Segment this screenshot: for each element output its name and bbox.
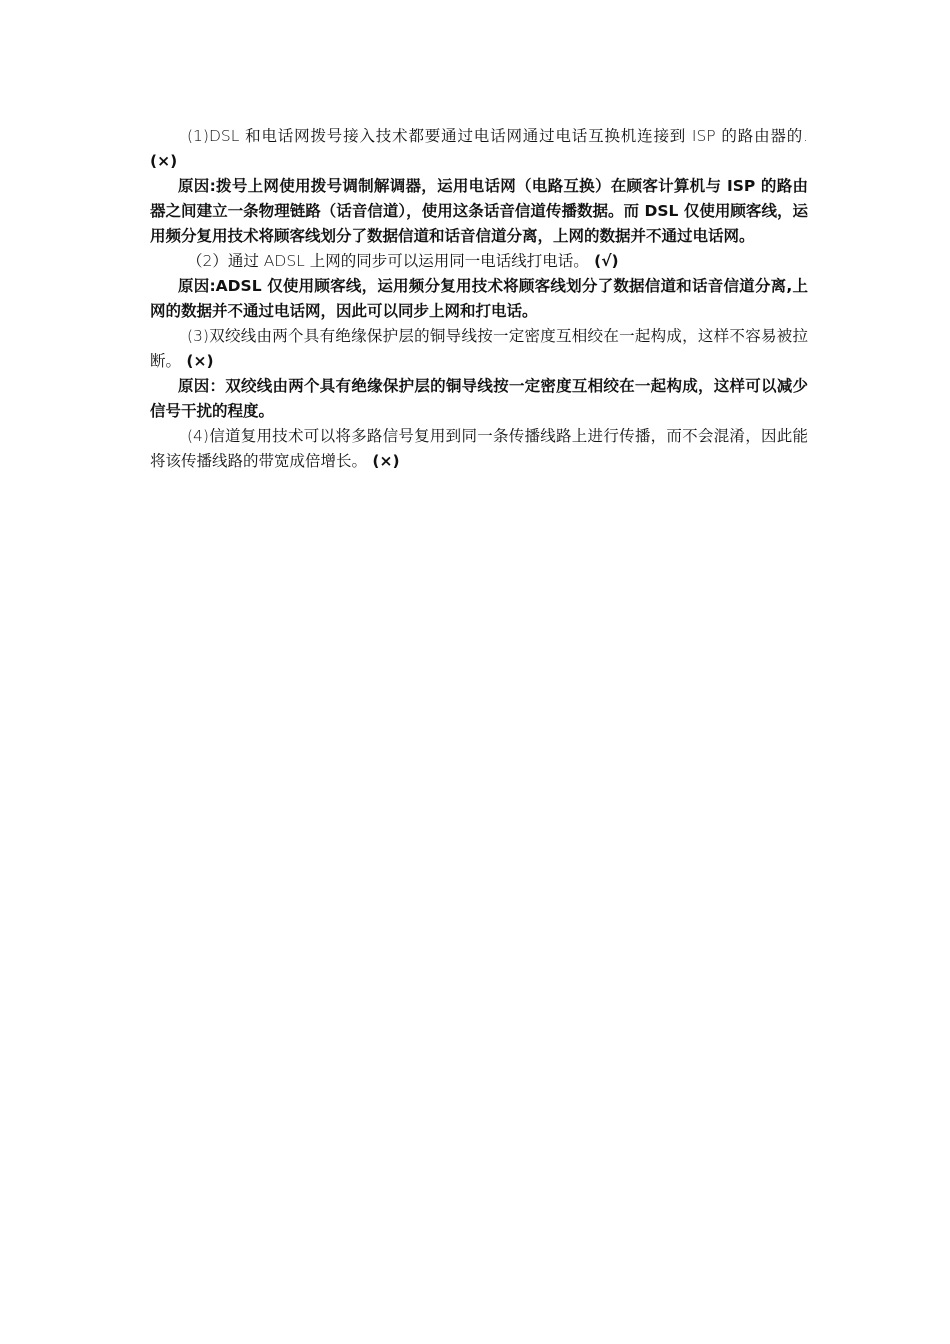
question-2 — [150, 249, 808, 274]
question-3-answer: (×) — [181, 352, 214, 370]
question-3 — [150, 324, 808, 374]
question-1-text: (1)DSL 和电话网拨号接入技术都要通过电话网通过电话互换机连接到 ISP 的路由器的. — [187, 127, 808, 145]
reason-3: 原因：双绞线由两个具有绝缘保护层的铜导线按一定密度互相绞在一起构成，这样可以减少信号干扰的程度。 — [150, 377, 808, 420]
question-4-text: (4)信道复用技术可以将多路信号复用到同一条传播线路上进行传播，而不会混淆，因此能将该传播线路的带宽成倍增长。 — [150, 427, 808, 470]
question-3-text: (3)双绞线由两个具有绝缘保护层的铜导线按一定密度互相绞在一起构成，这样不容易被拉断。 — [150, 327, 808, 370]
reason-1: 原因:拨号上网使用拨号调制解调器，运用电话网（电路互换）在顾客计算机与 ISP 的路由器之间建立一条物理链路（话音信道），使用这条话音信道传播数据。而 DSL 仅使用顾客线，运用频分复用技术将顾客线划分了数据信道和话音信道分离，上网的数据并不通过电话网。 — [150, 177, 808, 245]
question-2-answer: (√) — [588, 252, 619, 270]
question-4-answer: (×) — [367, 452, 400, 470]
question-1 — [150, 124, 808, 174]
question-2-text: （2）通过 ADSL 上网的同步可以运用同一电话线打电话。 — [187, 252, 589, 270]
question-1-answer: (×) — [150, 152, 178, 170]
question-4 — [150, 424, 808, 474]
document-page — [150, 124, 808, 474]
reason-2: 原因:ADSL 仅使用顾客线，运用频分复用技术将顾客线划分了数据信道和话音信道分离,上网的数据并不通过电话网，因此可以同步上网和打电话。 — [150, 277, 808, 320]
